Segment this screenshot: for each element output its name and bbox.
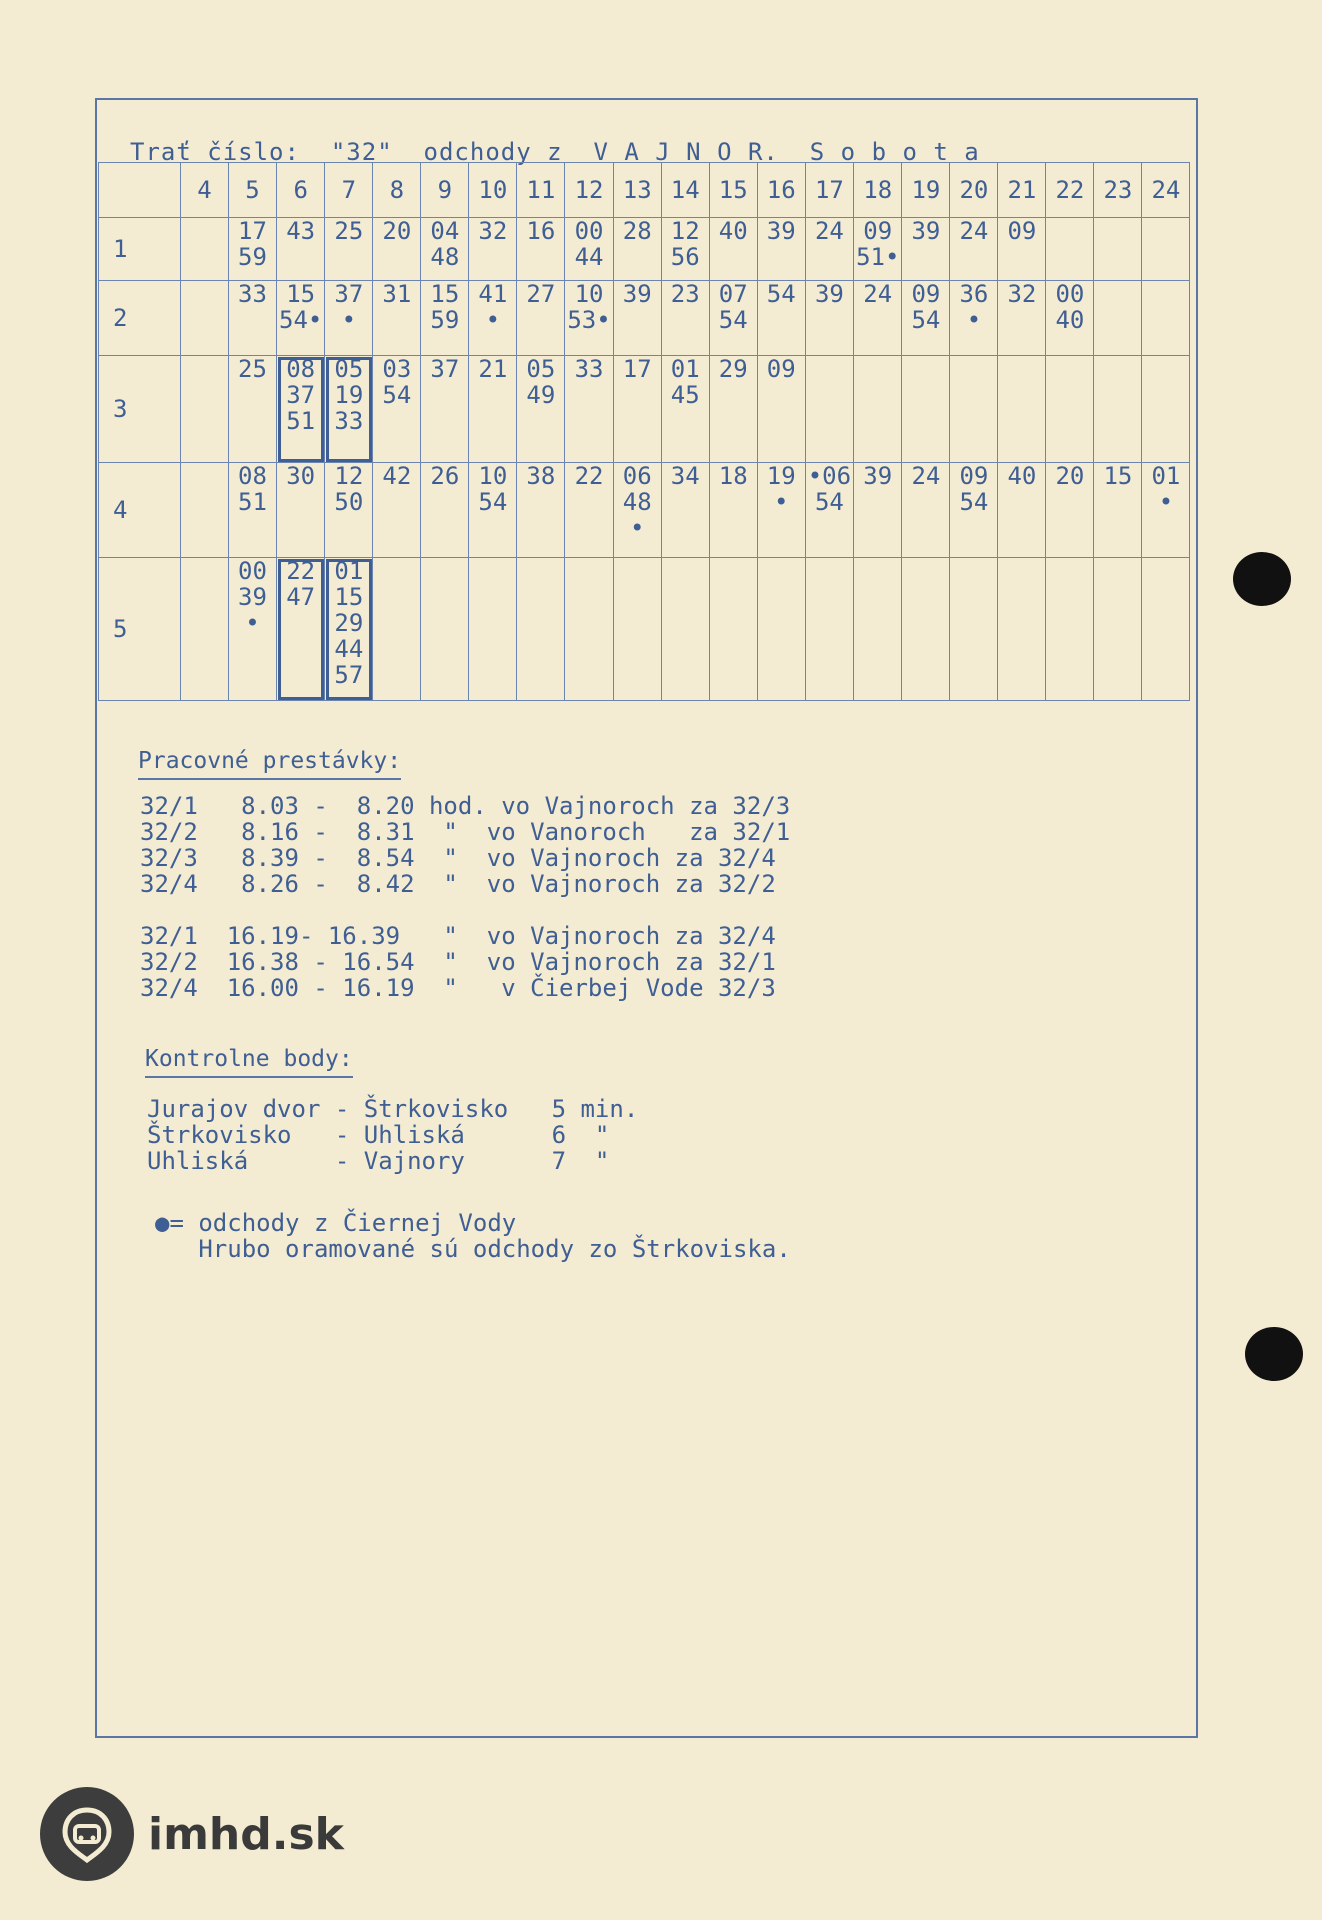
departure-cell — [517, 281, 565, 356]
departure-minute: 33 — [334, 407, 364, 435]
departure-minute: 44 — [334, 635, 364, 663]
logo-icon — [40, 1787, 134, 1881]
departure-cell — [902, 463, 950, 558]
departure-cell — [469, 356, 517, 463]
departure-cell — [805, 463, 853, 558]
departure-minute: 00 — [574, 217, 604, 245]
departure-cell — [805, 558, 853, 701]
departure-cell — [757, 218, 805, 281]
departure-minute: 27 — [526, 280, 556, 308]
departure-minute: 39 — [863, 462, 893, 490]
row-label: 4 — [99, 463, 181, 558]
departure-cell — [565, 218, 613, 281]
departure-minute: 31 — [382, 280, 412, 308]
departure-minute: 54 — [814, 488, 844, 516]
hour-header: 10 — [469, 163, 517, 218]
departure-cell — [757, 356, 805, 463]
hour-header: 13 — [613, 163, 661, 218]
departure-minute: 18 — [718, 462, 748, 490]
departure-cell — [469, 218, 517, 281]
departure-cell — [998, 558, 1046, 701]
departure-minute: 10 — [574, 280, 604, 308]
hour-header: 24 — [1142, 163, 1190, 218]
departure-cell — [373, 218, 421, 281]
departure-cell — [517, 356, 565, 463]
departure-minute: • — [966, 306, 982, 334]
departure-cell — [709, 281, 757, 356]
departure-cell — [325, 356, 373, 463]
departure-cell — [757, 281, 805, 356]
departure-minute: • — [485, 306, 501, 334]
departure-cell — [565, 356, 613, 463]
departure-cell — [613, 281, 661, 356]
departure-cell — [421, 356, 469, 463]
departure-minute: 53• — [567, 306, 611, 334]
departure-cell — [373, 356, 421, 463]
departure-cell — [517, 218, 565, 281]
departure-cell — [325, 463, 373, 558]
departure-minute: 29 — [334, 609, 364, 637]
hour-header: 8 — [373, 163, 421, 218]
departure-minute: 15 — [334, 583, 364, 611]
departure-cell — [373, 558, 421, 701]
departure-cell — [757, 558, 805, 701]
departure-minute: 33 — [574, 355, 604, 383]
departure-cell — [517, 463, 565, 558]
departure-cell — [421, 218, 469, 281]
departure-minute: 24 — [959, 217, 989, 245]
departure-minute: 37 — [430, 355, 460, 383]
departure-minute: 26 — [430, 462, 460, 490]
departure-minute: 39 — [911, 217, 941, 245]
departure-minute: 29 — [718, 355, 748, 383]
departure-cell — [469, 463, 517, 558]
departure-cell — [277, 463, 325, 558]
departure-minute: 34 — [670, 462, 700, 490]
departure-minute: 23 — [670, 280, 700, 308]
departure-minute: 37 — [334, 280, 364, 308]
hour-header: 9 — [421, 163, 469, 218]
checkpoints-title: Kontrolne body: — [145, 1046, 353, 1078]
hour-header: 15 — [709, 163, 757, 218]
departure-minute: 51 — [286, 407, 316, 435]
departure-cell — [709, 218, 757, 281]
departure-cell — [181, 356, 229, 463]
punch-hole — [1233, 552, 1291, 606]
departure-cell — [229, 218, 277, 281]
departure-minute: 20 — [1055, 462, 1085, 490]
departure-minute: 01 — [334, 557, 364, 585]
departure-minute: 59 — [238, 243, 267, 271]
departure-minute: 17 — [622, 355, 652, 383]
departure-cell — [950, 281, 998, 356]
departure-minute: 08 — [286, 355, 316, 383]
break-line: 32/1 16.19- 16.39 " vo Vajnoroch za 32/4 — [140, 922, 776, 950]
departure-minute: 25 — [334, 217, 364, 245]
hour-header: 14 — [661, 163, 709, 218]
departure-cell — [1046, 463, 1094, 558]
departure-cell — [277, 558, 325, 701]
departure-cell — [661, 218, 709, 281]
departure-cell — [1046, 218, 1094, 281]
departure-cell — [613, 356, 661, 463]
departure-cell — [1142, 558, 1190, 701]
departure-minute: 09 — [959, 462, 989, 490]
departure-minute: 16 — [526, 217, 556, 245]
timetable-grid — [98, 162, 1190, 701]
break-line: 32/2 8.16 - 8.31 " vo Vanoroch za 32/1 — [140, 818, 791, 846]
departure-minute: 24 — [814, 217, 844, 245]
departure-cell — [325, 218, 373, 281]
departure-minute: •06 — [807, 462, 852, 490]
departure-cell — [1094, 218, 1142, 281]
logo-text: imhd.sk — [148, 1808, 344, 1860]
hour-header: 19 — [902, 163, 950, 218]
departure-cell — [613, 218, 661, 281]
departure-minute: 00 — [1055, 280, 1085, 308]
departure-cell — [854, 463, 902, 558]
break-line: 32/4 8.26 - 8.42 " vo Vajnoroch za 32/2 — [140, 870, 776, 898]
departure-cell — [277, 281, 325, 356]
table-row — [99, 281, 1190, 356]
departure-minute: • — [773, 488, 789, 516]
departure-cell — [854, 281, 902, 356]
departure-cell — [661, 558, 709, 701]
departure-cell — [709, 356, 757, 463]
checkpoint-line: Štrkovisko - Uhliská 6 " — [147, 1121, 610, 1149]
departure-minute: 54 — [911, 306, 941, 334]
departure-cell — [805, 356, 853, 463]
departure-minute: 20 — [382, 217, 412, 245]
row-label: 3 — [99, 356, 181, 463]
hour-header: 20 — [950, 163, 998, 218]
hour-header: 7 — [325, 163, 373, 218]
departure-minute: 56 — [670, 243, 700, 271]
departure-minute: 32 — [478, 217, 508, 245]
departure-cell — [661, 281, 709, 356]
departure-cell — [1142, 356, 1190, 463]
departure-minute: 51• — [856, 243, 900, 271]
hour-header: 18 — [854, 163, 902, 218]
departure-cell — [1094, 356, 1142, 463]
departure-cell — [902, 356, 950, 463]
departure-minute: 09 — [1007, 217, 1037, 245]
hour-header: 21 — [998, 163, 1046, 218]
departure-minute: 54 — [382, 381, 412, 409]
departure-minute: 44 — [574, 243, 604, 271]
departure-minute: 47 — [286, 583, 316, 611]
checkpoint-line: Jurajov dvor - Štrkovisko 5 min. — [147, 1095, 639, 1123]
departure-minute: 36 — [959, 280, 989, 308]
departure-minute: 54 — [718, 306, 748, 334]
departure-cell — [421, 558, 469, 701]
departure-minute: 48 — [430, 243, 460, 271]
hour-header: 12 — [565, 163, 613, 218]
departure-minute: 40 — [1007, 462, 1037, 490]
departure-minute: 09 — [911, 280, 941, 308]
departure-cell — [613, 558, 661, 701]
departure-minute: 54 — [959, 488, 989, 516]
table-row — [99, 218, 1190, 281]
departure-minute: 38 — [526, 462, 556, 490]
departure-cell — [661, 356, 709, 463]
departure-minute: 09 — [863, 217, 893, 245]
departure-cell — [565, 281, 613, 356]
departure-minute: 39 — [814, 280, 844, 308]
departure-cell — [998, 356, 1046, 463]
departure-cell — [181, 558, 229, 701]
departure-cell — [565, 463, 613, 558]
row-label: 5 — [99, 558, 181, 701]
departure-minute: 05 — [334, 355, 364, 383]
hour-header: 5 — [229, 163, 277, 218]
departure-cell — [998, 463, 1046, 558]
table-row — [99, 558, 1190, 701]
imhd-logo[interactable] — [40, 1787, 344, 1881]
departure-cell — [517, 558, 565, 701]
departure-cell — [1142, 463, 1190, 558]
departure-minute: 49 — [526, 381, 556, 409]
departure-minute: 24 — [911, 462, 941, 490]
departure-cell — [229, 356, 277, 463]
departure-minute: 19 — [766, 462, 796, 490]
departure-minute: 28 — [622, 217, 652, 245]
departure-cell — [469, 558, 517, 701]
hour-header: 4 — [181, 163, 229, 218]
departure-minute: 10 — [478, 462, 508, 490]
departure-cell — [1094, 463, 1142, 558]
breaks-list — [140, 793, 790, 1001]
hour-header: 17 — [805, 163, 853, 218]
departure-minute: 19 — [334, 381, 364, 409]
departure-minute: 24 — [863, 280, 893, 308]
departure-cell — [181, 281, 229, 356]
departure-cell — [565, 558, 613, 701]
departure-minute: 01 — [1151, 462, 1181, 490]
break-line: 32/2 16.38 - 16.54 " vo Vajnoroch za 32/1 — [140, 948, 776, 976]
departure-minute: 32 — [1007, 280, 1037, 308]
departure-cell — [181, 463, 229, 558]
departure-minute: 17 — [238, 217, 267, 245]
hour-header: 6 — [277, 163, 325, 218]
departure-minute: 01 — [670, 355, 700, 383]
hour-header: 11 — [517, 163, 565, 218]
departure-cell — [709, 463, 757, 558]
departure-minute: 04 — [430, 217, 460, 245]
checkpoint-line: Uhliská - Vajnory 7 " — [147, 1147, 610, 1175]
departure-cell — [1142, 218, 1190, 281]
departure-cell — [469, 281, 517, 356]
departure-cell — [373, 463, 421, 558]
departure-minute: 12 — [334, 462, 364, 490]
departure-cell — [1142, 281, 1190, 356]
departure-cell — [950, 558, 998, 701]
legend-line-1: ●= odchody z Čiernej Vody — [155, 1209, 517, 1237]
departure-cell — [1094, 558, 1142, 701]
departure-minute: 37 — [286, 381, 316, 409]
departure-cell — [854, 218, 902, 281]
departure-minute: 30 — [286, 462, 316, 490]
departure-minute: 15 — [1103, 462, 1133, 490]
departure-cell — [805, 281, 853, 356]
departure-cell — [950, 463, 998, 558]
checkpoints-list — [147, 1096, 638, 1174]
departure-cell — [902, 218, 950, 281]
departure-cell — [902, 558, 950, 701]
departure-cell — [373, 281, 421, 356]
departure-minute: • — [1158, 488, 1174, 516]
row-label: 1 — [99, 218, 181, 281]
departure-cell — [421, 463, 469, 558]
departure-minute: 25 — [238, 355, 267, 383]
hour-header: 23 — [1094, 163, 1142, 218]
departure-minute: 45 — [670, 381, 700, 409]
departure-minute: 48 — [622, 488, 652, 516]
departure-cell — [421, 281, 469, 356]
row-label: 2 — [99, 281, 181, 356]
departure-minute: 21 — [478, 355, 508, 383]
departure-minute: 08 — [238, 462, 267, 490]
departure-cell — [854, 356, 902, 463]
departure-minute: 40 — [1055, 306, 1085, 334]
departure-cell — [950, 356, 998, 463]
departure-cell — [1046, 281, 1094, 356]
break-line: 32/1 8.03 - 8.20 hod. vo Vajnoroch za 32/3 — [140, 792, 791, 820]
departure-cell — [998, 281, 1046, 356]
break-line — [140, 897, 790, 923]
departure-cell — [998, 218, 1046, 281]
departure-cell — [1046, 558, 1094, 701]
departure-minute: 54 — [766, 280, 796, 308]
departure-cell — [661, 463, 709, 558]
departure-minute: 09 — [766, 355, 796, 383]
departure-minute: 41 — [478, 280, 508, 308]
departure-minute: 22 — [574, 462, 604, 490]
departure-minute: 33 — [238, 280, 267, 308]
departure-cell — [902, 281, 950, 356]
departure-minute: 00 — [238, 557, 267, 585]
hour-header-corner — [99, 163, 181, 218]
departure-cell — [325, 281, 373, 356]
departure-minute: 54• — [279, 306, 323, 334]
departure-minute: 42 — [382, 462, 412, 490]
departure-cell — [613, 463, 661, 558]
departure-minute: • — [341, 306, 357, 334]
departure-cell — [229, 463, 277, 558]
departure-minute: 51 — [238, 488, 267, 516]
departure-cell — [277, 356, 325, 463]
departure-minute: 12 — [670, 217, 700, 245]
departure-minute: 40 — [718, 217, 748, 245]
departure-cell — [1094, 281, 1142, 356]
departure-minute: 59 — [430, 306, 460, 334]
departure-minute: 15 — [430, 280, 460, 308]
departure-minute: 50 — [334, 488, 364, 516]
departure-minute: 39 — [238, 583, 267, 611]
hour-header: 16 — [757, 163, 805, 218]
departure-cell — [709, 558, 757, 701]
departure-minute: 43 — [286, 217, 316, 245]
departure-cell — [277, 218, 325, 281]
departure-minute: 07 — [718, 280, 748, 308]
departure-cell — [229, 281, 277, 356]
departure-cell — [229, 558, 277, 701]
departure-minute: 05 — [526, 355, 556, 383]
departure-minute: 22 — [286, 557, 316, 585]
departure-minute: 39 — [766, 217, 796, 245]
departure-minute: • — [629, 514, 645, 542]
departure-minute: 15 — [286, 280, 316, 308]
table-row — [99, 463, 1190, 558]
departure-cell — [757, 463, 805, 558]
punch-hole — [1245, 1327, 1303, 1381]
breaks-title: Pracovné prestávky: — [138, 748, 401, 780]
break-line: 32/3 8.39 - 8.54 " vo Vajnoroch za 32/4 — [140, 844, 776, 872]
departure-minute: 57 — [334, 661, 364, 689]
hour-header: 22 — [1046, 163, 1094, 218]
departure-cell — [325, 558, 373, 701]
table-row — [99, 356, 1190, 463]
departure-minute: • — [245, 609, 260, 637]
departure-cell — [805, 218, 853, 281]
departure-cell — [1046, 356, 1094, 463]
legend-line-2: Hrubo oramované sú odchody zo Štrkoviska. — [155, 1235, 791, 1263]
departure-cell — [950, 218, 998, 281]
departure-minute: 06 — [622, 462, 652, 490]
departure-cell — [181, 218, 229, 281]
departure-minute: 39 — [622, 280, 652, 308]
departure-minute: 54 — [478, 488, 508, 516]
departure-cell — [854, 558, 902, 701]
break-line: 32/4 16.00 - 16.19 " v Čierbej Vode 32/3 — [140, 974, 776, 1002]
page-title: Trať číslo: "32" odchody z V A J N O R. S o b o t a — [130, 138, 980, 166]
departure-minute: 03 — [382, 355, 412, 383]
